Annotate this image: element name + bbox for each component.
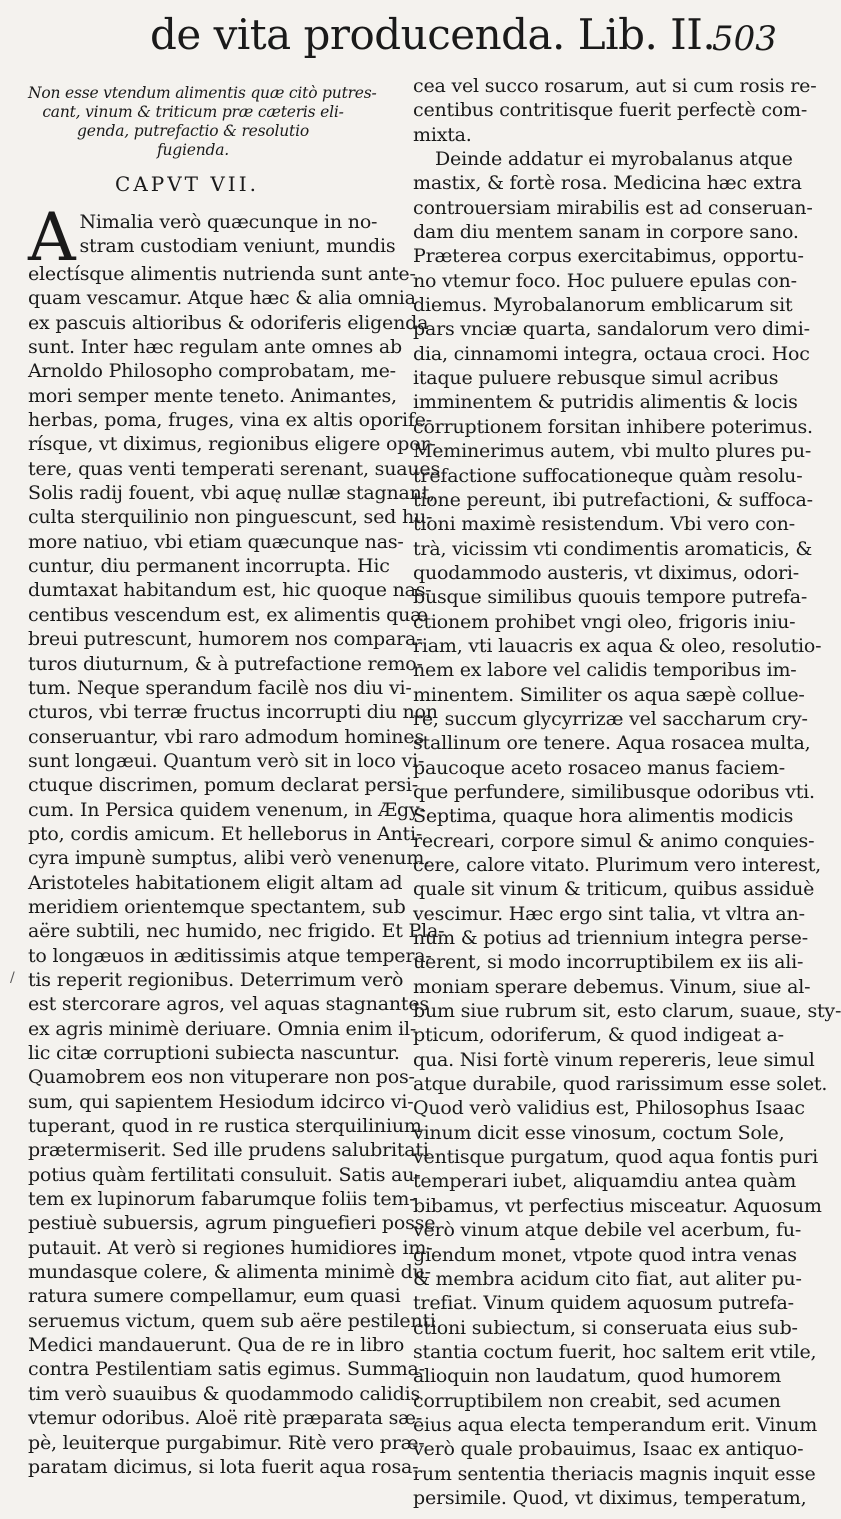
text-line: tere, quas venti temperati serenant, suaues xyxy=(28,457,441,480)
margin-mark: / xyxy=(10,970,15,986)
text-line: tioni maximè resistendum. Vbi vero con- xyxy=(413,513,795,536)
text-line: temperari iubet, aliquamdiu antea quàm xyxy=(413,1170,797,1193)
text-line: ventisque purgatum, quod aqua fontis puri xyxy=(413,1146,819,1169)
text-line: pè, leuiterque purgabimur. Ritè vero præ- xyxy=(28,1431,425,1454)
text-line: paucoque aceto rosaceo manus faciem- xyxy=(413,756,785,779)
chapter-summary xyxy=(28,84,377,160)
text-line: bum siue rubrum sit, esto clarum, suaue, sty- xyxy=(413,1000,841,1023)
text-line: Meminerimus autem, vbi multo plures pu- xyxy=(413,440,812,463)
text-line: rísque, vt diximus, regionibus eligere opor- xyxy=(28,433,436,456)
text-line: vtemur odoribus. Aloë ritè præparata sæ- xyxy=(28,1407,423,1430)
text-line: centibus contritisque fuerit perfectè com- xyxy=(413,99,808,122)
text-line: Præterea corpus exercitabimus, opportu- xyxy=(413,245,804,268)
text-line: cere, calore vitato. Plurimum vero interest, xyxy=(413,854,821,876)
text-line: minentem. Similiter os aqua sæpè collue- xyxy=(413,683,805,706)
text-line: riam, vti lauacris ex aqua & oleo, resolutio- xyxy=(413,634,822,657)
text-line: cuntur, diu permanent incorrupta. Hic xyxy=(28,555,390,578)
text-line: seruemus victum, quem sub aëre pestilenti xyxy=(28,1309,436,1332)
text-line: dumtaxat habitandum est, hic quoque nas- xyxy=(28,579,432,602)
text-line: verò vinum atque debile vel acerbum, fu- xyxy=(413,1219,802,1242)
text-line: itaque puluere rebusque simul acribus xyxy=(413,367,779,390)
text-line: stantia coctum fuerit, hoc saltem erit vtile, xyxy=(413,1340,817,1363)
text-line: quale sit vinum & triticum, quibus assiduè xyxy=(413,878,815,901)
text-line: cum. In Persica quidem venenum, in Ægy- xyxy=(28,798,426,821)
text-line: rum sententia theriacis magnis inquit esse xyxy=(413,1462,816,1485)
text-line: Deinde addatur ei myrobalanus atque xyxy=(435,148,793,171)
text-line: culta sterquilinio non pinguescunt, sed hu- xyxy=(28,506,433,529)
text-line: tione pereunt, ibi putrefactioni, & suffoca- xyxy=(413,488,813,511)
text-line: ratura sumere compellamur, eum quasi xyxy=(28,1285,401,1308)
text-line: stram custodiam veniunt, mundis xyxy=(79,235,396,258)
text-line: ex pascuis altioribus & odoriferis eligenda xyxy=(28,311,429,334)
text-line: nem ex labore vel calidis temporibus im- xyxy=(413,659,797,682)
text-line: meridiem orientemque spectantem, sub xyxy=(28,895,406,918)
summary-line: cant, vinum & triticum præ cæteris eli- xyxy=(42,103,344,121)
drop-cap: A xyxy=(28,199,76,276)
text-line: est stercorare agros, vel aquas stagnantes xyxy=(28,993,429,1016)
text-line: more natiuo, vbi etiam quæcunque nas- xyxy=(28,530,404,553)
text-line: trefiat. Vinum quidem aquosum putrefa- xyxy=(413,1292,794,1315)
text-line: verò quale probauimus, Isaac ex antiquo- xyxy=(413,1438,804,1461)
text-line: Aristoteles habitationem eligit altam ad xyxy=(28,871,403,894)
text-line: centibus vescendum est, ex alimentis quæ xyxy=(28,603,428,626)
text-line: herbas, poma, fruges, vina ex altis oporife- xyxy=(28,409,432,432)
summary-line: genda, putrefactio & resolutio xyxy=(77,122,309,140)
text-line: pto, cordis amicum. Et helleborus in Anti- xyxy=(28,822,423,845)
running-head: de vita producenda. Lib. II. xyxy=(150,10,716,59)
text-line: Solis radij fouent, vbi aquę nullæ stagnant, xyxy=(28,482,435,505)
text-line: mundasque colere, & alimenta minimè du- xyxy=(28,1261,431,1284)
text-line: uerent, si modo incorruptibilem ex iis ali- xyxy=(413,951,804,974)
text-line: tum. Neque sperandum facilè nos diu vi- xyxy=(28,676,412,699)
text-line: giendum monet, vtpote quod intra venas xyxy=(413,1243,797,1266)
text-line: cea vel succo rosarum, aut si cum rosis re- xyxy=(413,75,817,97)
text-line: re, succum glycyrrizæ vel saccharum cry- xyxy=(413,707,808,730)
text-line: busque similibus quouis tempore putrefa- xyxy=(413,586,808,609)
right-column-text xyxy=(413,74,841,1510)
text-line: ex agris minimè deriuare. Omnia enim il- xyxy=(28,1017,417,1040)
text-line: potius quàm fertilitati consuluit. Satis au- xyxy=(28,1163,421,1186)
text-line: electísque alimentis nutrienda sunt ante- xyxy=(28,263,416,285)
text-line: dia, cinnamomi integra, octaua croci. Hoc xyxy=(413,342,810,365)
text-line: no vtemur foco. Hoc puluere epulas con- xyxy=(413,269,797,292)
summary-line: Non esse vtendum alimentis quæ citò putres- xyxy=(28,84,377,102)
text-line: tuperant, quod in re rustica sterquilinium xyxy=(28,1115,422,1138)
text-line: tim verò suauibus & quodammodo calidis xyxy=(28,1382,421,1405)
text-line: Medici mandauerunt. Qua de re in libro xyxy=(28,1334,405,1357)
text-line: Arnoldo Philosopho comprobatam, me- xyxy=(28,360,396,383)
text-line: pars vnciæ quarta, sandalorum vero dimi- xyxy=(413,318,810,341)
text-line: dam diu mentem sanam in corpore sano. xyxy=(413,221,799,244)
text-line: vescimur. Hæc ergo sint talia, vt vltra an- xyxy=(413,902,805,925)
left-column-text xyxy=(28,199,445,1479)
text-line: Nimalia verò quæcunque in no- xyxy=(79,211,378,233)
text-line: sunt. Inter hæc regulam ante omnes ab xyxy=(28,336,402,359)
text-line: diemus. Myrobalanorum emblicarum sit xyxy=(413,294,793,317)
summary-line: fugienda. xyxy=(156,141,230,159)
text-line: contra Pestilentiam satis egimus. Summa- xyxy=(28,1358,425,1381)
text-line: quam vescamur. Atque hæc & alia omnia xyxy=(28,287,416,310)
text-line: paratam dicimus, si lota fuerit aqua rosa- xyxy=(28,1455,419,1478)
text-line: mori semper mente teneto. Animantes, xyxy=(28,384,397,407)
text-line: quodammodo austeris, vt diximus, odori- xyxy=(413,561,799,584)
text-line: persimile. Quod, vt diximus, temperatum, xyxy=(413,1486,807,1509)
text-line: corruptibilem non creabit, sed acumen xyxy=(413,1389,781,1412)
text-line: controuersiam mirabilis est ad conseruan- xyxy=(413,196,813,219)
text-line: recreari, corpore simul & animo conquies- xyxy=(413,829,815,852)
text-line: & membra acidum cito fiat, aut aliter pu- xyxy=(413,1267,802,1290)
text-line: imminentem & putridis alimentis & locis xyxy=(413,391,798,414)
text-line: atque durabile, quod rarissimum esse solet. xyxy=(413,1073,828,1096)
chapter-title: CAPVT VII. xyxy=(115,172,259,196)
text-line: alioquin non laudatum, quod humorem xyxy=(413,1365,782,1388)
text-line: vinum dicit esse vinosum, coctum Sole, xyxy=(413,1121,785,1144)
text-line: corruptionem forsitan inhibere poterimus. xyxy=(413,415,813,438)
text-line: tis reperit regionibus. Deterrimum verò xyxy=(28,968,404,991)
text-line: pticum, odoriferum, & quod indigeat a- xyxy=(413,1024,784,1047)
text-line: to longæuos in æditissimis atque tempera- xyxy=(28,944,432,967)
text-line: moniam sperare debemus. Vinum, siue al- xyxy=(413,975,811,998)
text-line: trefactione suffocationeque quàm resolu- xyxy=(413,464,803,487)
text-line: cturos, vbi terræ fructus incorrupti diu non xyxy=(28,701,438,724)
text-line: pestiuè subuersis, agrum pinguefieri posse xyxy=(28,1212,436,1235)
text-line: trà, vicissim vti condimentis aromaticis, & xyxy=(413,537,813,560)
text-line: aëre subtili, nec humido, nec frigido. Et Pla- xyxy=(28,920,445,943)
text-line: qua. Nisi fortè vinum repereris, leue simul xyxy=(413,1048,815,1071)
text-line: bibamus, vt perfectius misceatur. Aquosum xyxy=(413,1194,822,1217)
text-line: turos diuturnum, & à putrefactione remo- xyxy=(28,652,423,675)
text-line: num & potius ad triennium integra perse- xyxy=(413,927,808,950)
text-line: ctionem prohibet vngi oleo, frigoris iniu- xyxy=(413,610,796,633)
text-line: conseruantur, vbi raro admodum homines xyxy=(28,725,424,748)
text-line: Quod verò validius est, Philosophus Isaac xyxy=(413,1097,805,1120)
text-line: mastix, & fortè rosa. Medicina hæc extra xyxy=(413,172,802,195)
text-line: putauit. At verò si regiones humidiores im- xyxy=(28,1236,433,1259)
text-line: stallinum ore tenere. Aqua rosacea multa, xyxy=(413,732,811,755)
text-line: lic citæ corruptioni subiecta nascuntur. xyxy=(28,1042,400,1064)
text-line: sunt longæui. Quantum verò sit in loco vi- xyxy=(28,749,425,772)
text-line: Quamobrem eos non vituperare non pos- xyxy=(28,1066,415,1089)
text-line: ctioni subiectum, si conseruata eius sub- xyxy=(413,1316,798,1339)
page-number: 503 xyxy=(712,19,777,59)
text-line: que perfundere, similibusque odoribus vti. xyxy=(413,780,815,803)
text-line: Septima, quaque hora alimentis modicis xyxy=(413,805,794,828)
text-line: eius aqua electa temperandum erit. Vinum xyxy=(413,1413,818,1436)
text-line: ctuque discrimen, pomum declarat persi- xyxy=(28,774,418,797)
text-line: sum, qui sapientem Hesiodum idcirco vi- xyxy=(28,1090,414,1113)
text-line: cyra impunè sumptus, alibi verò venenum. xyxy=(28,847,430,870)
text-line: prætermiserit. Sed ille prudens salubritati xyxy=(28,1139,429,1162)
text-line: breui putrescunt, humorem nos compara- xyxy=(28,628,423,651)
text-line: tem ex lupinorum fabarumque foliis tem- xyxy=(28,1188,416,1211)
text-line: mixta. xyxy=(413,123,472,146)
